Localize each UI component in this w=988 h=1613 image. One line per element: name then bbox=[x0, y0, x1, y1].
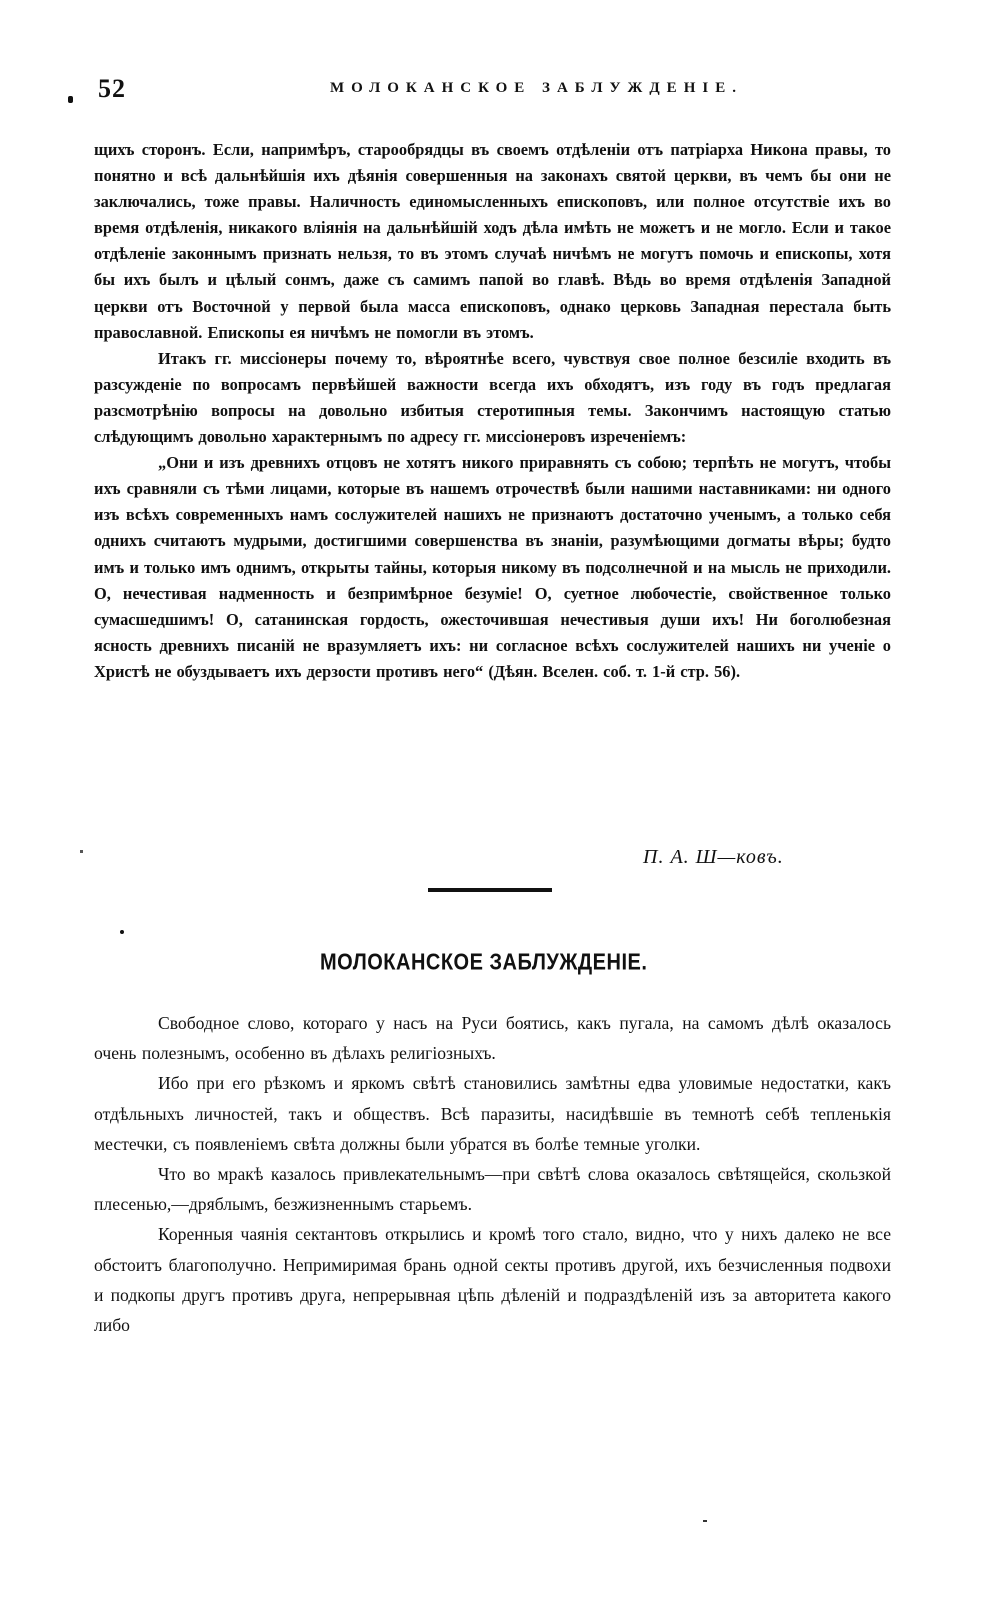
print-speck bbox=[68, 96, 73, 103]
page-number: 52 bbox=[98, 74, 126, 103]
print-speck bbox=[703, 1520, 707, 1522]
paragraph: Что во мракѣ казалось привлекательнымъ—при свѣтѣ слова оказалось свѣтящейся, скользкой плесенью,—дряблымъ, безжизненнымъ старьемъ. bbox=[94, 1164, 891, 1215]
author-signature: П. А. Ш—ковъ. bbox=[643, 846, 784, 868]
paragraph: Свободное слово, котораго у насъ на Руси боятись, какъ пугала, на самомъ дѣлѣ оказалось очень полезнымъ, особенно въ дѣлахъ религіозныхъ. bbox=[94, 1013, 891, 1064]
paragraph: Коренныя чаянія сектантовъ открылись и кромѣ того стало, видно, что у нихъ далеко не все обстоитъ благополучно. Непримиримая брань одной секты противъ другой, ихъ безчисленныя подвохи и подкопы другъ противъ друга, непрерывная цѣпь дѣленій и подраздѣленій изъ за авторитета какого либо bbox=[94, 1224, 891, 1336]
article-text bbox=[94, 1008, 891, 1340]
running-head: МОЛОКАНСКОЕ ЗАБЛУЖДЕНІЕ. bbox=[330, 80, 743, 96]
section-divider bbox=[428, 888, 552, 892]
paragraph-quotation: „Они и изъ древнихъ отцовъ не хотятъ никого приравнять съ собою; терпѣть не могутъ, чтобы ихъ сравняли съ тѣми лицами, которые въ нашемъ отрочествѣ были нашими наставниками: ни одного изъ всѣхъ современныхъ намъ сослужителей нашихъ не признаютъ достаточно ученымъ, а только себя однихъ считаютъ мудрыми, достигшими совершенства въ знаніи, разумѣющими догматы вѣры; будто имъ и только имъ однимъ, открыты тайны, которыя никому въ подсолнечной и на мысль не приходили. О, нечестивая надменность и безпримѣрное безуміе! О, суетное любочестіе, свойственное только сумасшедшимъ! О, сатанинская гордость, ожесточившая нечестивыя души ихъ! Ни боголюбезная ясность древнихъ писаній не вразумляетъ ихъ: ни согласное всѣхъ сослужителей нашихъ ни ученіе о Христѣ не обуздываетъ ихъ дерзости противъ него“ (Дѣян. Вселен. соб. т. 1-й стр. 56). bbox=[94, 453, 891, 681]
print-speck bbox=[120, 930, 124, 934]
article-continued-text bbox=[94, 137, 891, 685]
section-title: МОЛОКАНСКОЕ ЗАБЛУЖДЕНІЕ. bbox=[320, 950, 648, 976]
paragraph-continued: щихъ сторонъ. Если, напримѣръ, старообрядцы въ своемъ отдѣленіи отъ патріарха Никона правы, то понятно и всѣ дальнѣйшія ихъ дѣянія совершенныя на законахъ святой церкви, въ чемъ бы они не заключались, тоже правы. Наличность единомысленныхъ епископовъ, или полное отсутствіе ихъ во время отдѣленія, никакого вліянія на дальнѣйшій ходъ дѣла имѣть не можетъ и не могло. Если и такое отдѣленіе законнымъ признать нельзя, то въ этомъ случаѣ ничѣмъ не могутъ помочь и епископы, хотя бы ихъ былъ и цѣлый сонмъ, даже съ самимъ папой во главѣ. Вѣдь во время отдѣленія Западной церкви отъ Восточной у первой была масса епископовъ, однако церковь Западная перестала быть православной. Епископы ея ничѣмъ не помогли въ этомъ. bbox=[94, 140, 891, 342]
paragraph-missionaries: Итакъ гг. миссіонеры почему то, вѣроятнѣе всего, чувствуя свое полное безсиліе входить въ разсужденіе по вопросамъ первѣйшей важности всегда ихъ обходятъ, изъ году въ годъ предлагая разсмотрѣнію вопросы на довольно избитыя стеротипныя темы. Закончимъ настоящую статью слѣдующимъ довольно характернымъ по адресу гг. миссіонеровъ изреченіемъ: bbox=[94, 348, 891, 447]
paragraph: Ибо при его рѣзкомъ и яркомъ свѣтѣ становились замѣтны едва уловимые недостатки, какъ отдѣльныхъ личностей, такъ и обществъ. Всѣ паразиты, насидѣвшіе въ темнотѣ себѣ тепленькія местечки, съ появленіемъ свѣта должны были убратся въ болѣе темные уголки. bbox=[94, 1073, 891, 1154]
print-speck bbox=[80, 850, 83, 853]
